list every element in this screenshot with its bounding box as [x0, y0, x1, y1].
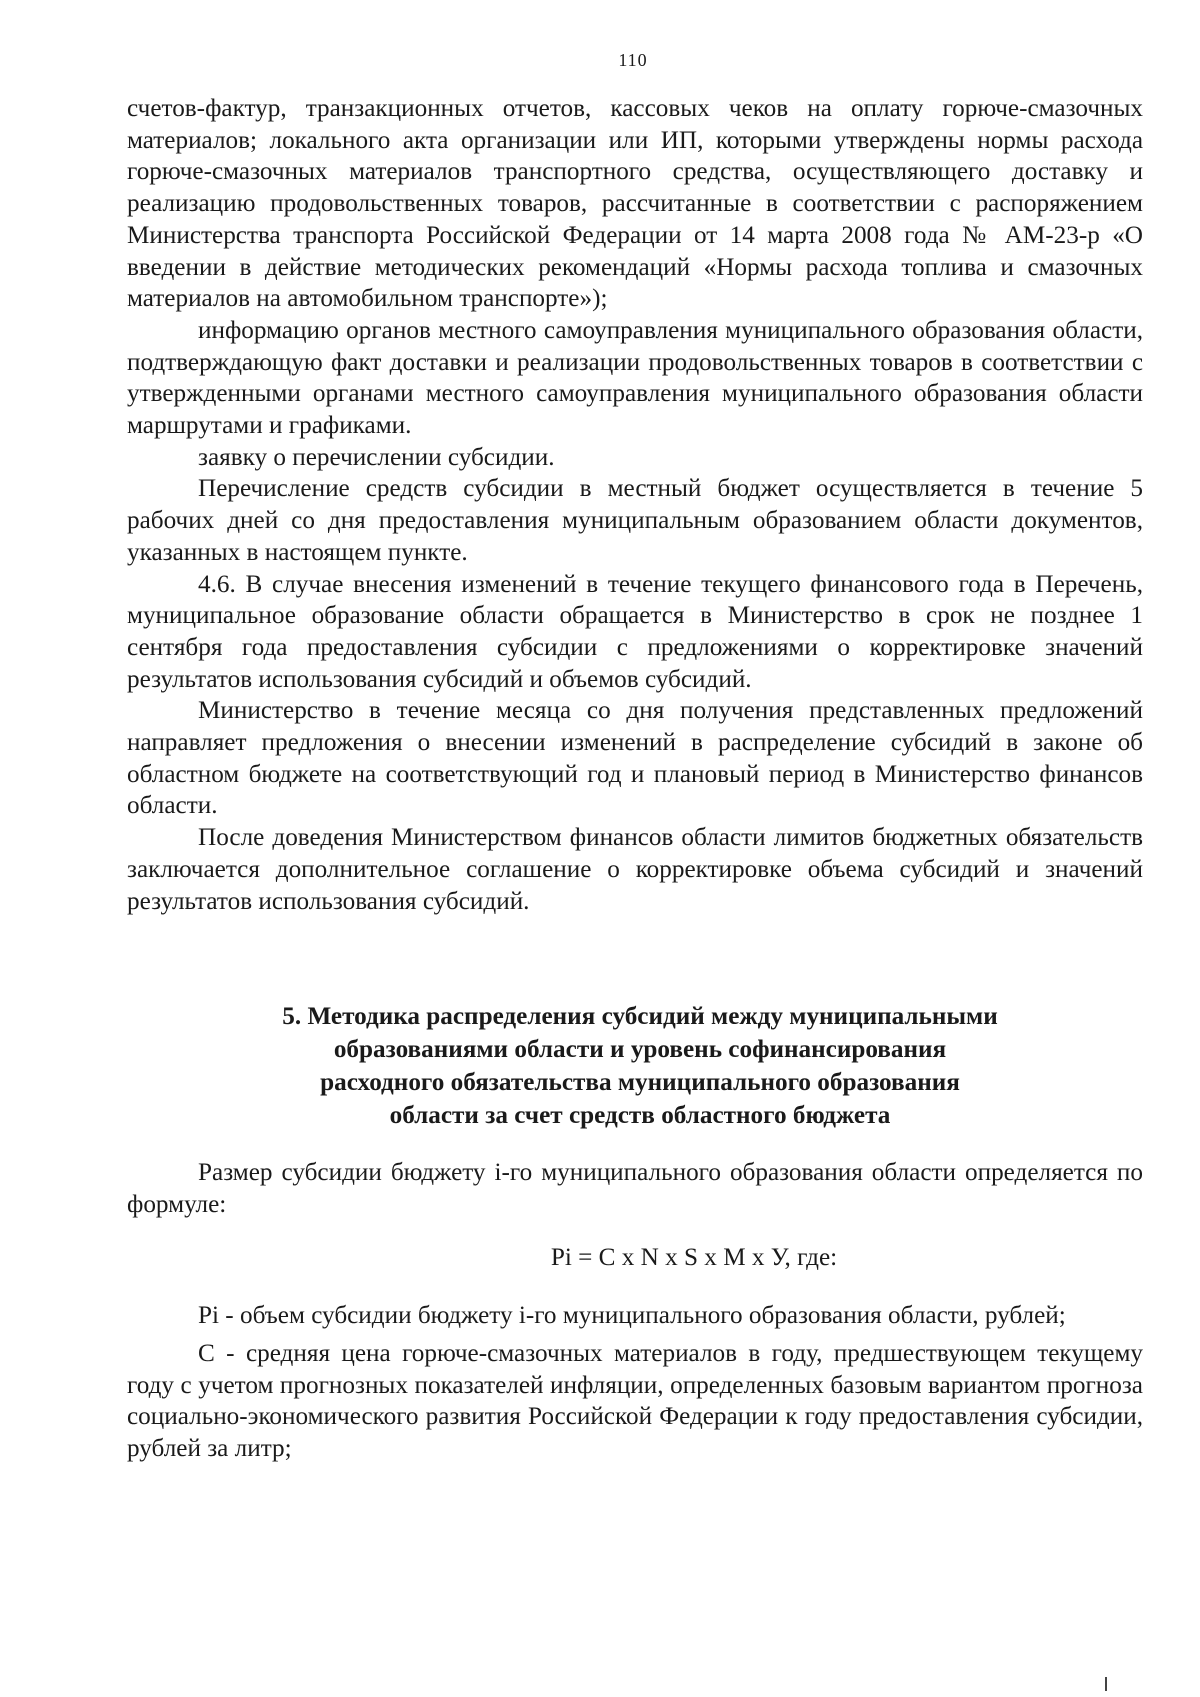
section-heading: [200, 1000, 1080, 1132]
paragraph-after-limits: После доведения Министерством финансов области лимитов бюджетных обязательств заключается дополнительное соглашение о корректировке объема субсидий и значений результатов использования субсидий.: [127, 824, 1143, 915]
section-heading-line: образованиями области и уровень софинансирования: [333, 1036, 947, 1063]
paragraph-ministry: Министерство в течение месяца со дня получения представленных предложений направляет предложения о внесении изменений в распределение субсидий в законе об областном бюджете на соответствующий год и плановый период в Министерство финансов области.: [127, 697, 1143, 820]
page-number: 110: [618, 50, 648, 70]
definition-pi: Pi - объем субсидии бюджету i-го муниципального образования области, рублей;: [198, 1302, 1066, 1330]
paragraph-continuation: счетов-фактур, транзакционных отчетов, кассовых чеков на оплату горюче-смазочных материалов; локального акта организации или ИП, которыми утверждены нормы расхода горюче-смазочных материалов транспортного средства, осуществляющего доставку и реализацию продовольственных товаров, рассчитанные в соответствии с распоряжением Министерства транспорта Российской Федерации от 14 марта 2008 года № АМ-23-р «О введении в действие методических рекомендаций «Нормы расхода топлива и смазочных материалов на автомобильном транспорте»);: [127, 95, 1143, 313]
scan-mark: [1105, 1677, 1107, 1691]
paragraph-4-6: 4.6. В случае внесения изменений в течение текущего финансового года в Перечень, муниципальное образование области обращается в Министерство в срок не позднее 1 сентября года предоставления субсидии с предложениями о корректировке значений результатов использования субсидий и объемов субсидий.: [127, 570, 1143, 693]
paragraph-transfer: Перечисление средств субсидии в местный бюджет осуществляется в течение 5 рабочих дней со дня предоставления муниципальным образованием области документов, указанных в настоящем пункте.: [127, 475, 1143, 566]
body-text-top: [127, 93, 1143, 917]
definition-c: С - средняя цена горюче-смазочных материалов в году, предшествующем текущему году с учетом прогнозных показателей инфляции, определенных базовым вариантом прогноза социально-экономического развития Российской Федерации к году предоставления субсидии, рублей за литр;: [127, 1339, 1143, 1462]
body-text-bottom: [127, 1157, 1143, 1465]
formula: Pi = C x N x S x M x У, где:: [550, 1244, 838, 1272]
section-heading-line: 5. Методика распределения субсидий между муниципальными: [282, 1003, 998, 1030]
paragraph-application: заявку о перечислении субсидии.: [198, 443, 555, 471]
section-heading-line: расходного обязательства муниципального образования: [320, 1069, 960, 1096]
paragraph-information: информацию органов местного самоуправления муниципального образования области, подтверждающую факт доставки и реализации продовольственных товаров в соответствии с утвержденными органами местного самоуправления муниципального образования области маршрутами и графиками.: [127, 316, 1143, 440]
section-heading-line: области за счет средств областного бюджета: [389, 1102, 891, 1129]
paragraph-formula-intro: Размер субсидии бюджету i-го муниципального образования области определяется по формуле:: [127, 1159, 1143, 1218]
